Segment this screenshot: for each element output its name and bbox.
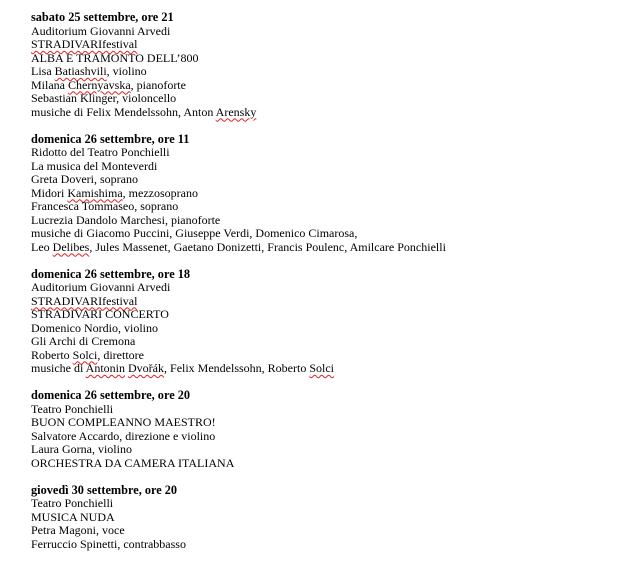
event-line xyxy=(31,146,616,160)
event-line xyxy=(31,241,616,255)
text-run: Petra Magoni, voce xyxy=(31,523,125,537)
event-line xyxy=(31,160,616,174)
text-run: Auditorium Giovanni Arvedi xyxy=(31,280,171,294)
text-run: Salvatore Accardo, direzione e violino xyxy=(31,428,216,443)
text-run: La musica del Monteverdi xyxy=(31,158,158,173)
text-run: ORCHESTRA DA CAMERA ITALIANA xyxy=(31,455,235,470)
text-run: Lisa xyxy=(31,64,55,78)
event-line xyxy=(31,92,616,106)
event-block xyxy=(31,389,616,470)
event-heading: giovedì 30 settembre, ore 20 xyxy=(31,482,178,497)
event-line xyxy=(31,227,616,241)
text-run: , violino xyxy=(106,64,147,78)
text-run: , pianoforte xyxy=(130,77,186,92)
text-run: BUON COMPLEANNO MAESTRO! xyxy=(31,415,216,429)
event-line xyxy=(31,443,616,457)
event-line xyxy=(31,38,616,52)
text-run: Teatro Ponchielli xyxy=(31,401,114,416)
event-block xyxy=(31,11,616,119)
text-run: Auditorium Giovanni Arvedi xyxy=(31,23,171,38)
document-body xyxy=(31,11,616,565)
text-run: Teatro Ponchielli xyxy=(31,496,114,510)
event-line xyxy=(31,214,616,228)
text-run: Laura Gorna, violino xyxy=(31,442,132,456)
misspelled-word: Solci xyxy=(72,347,98,362)
text-run: Domenico Nordio, violino xyxy=(31,320,158,335)
event-line xyxy=(31,457,616,471)
misspelled-word: Solci xyxy=(309,361,335,375)
text-run: ALBA E TRAMONTO DELL’800 xyxy=(31,50,199,65)
event-line xyxy=(31,79,616,93)
event-block xyxy=(31,133,616,255)
text-run: Lucrezia Dandolo Marchesi, pianoforte xyxy=(31,212,221,227)
event-line xyxy=(31,497,616,511)
text-run: Sebastian Klinger, violoncello xyxy=(31,91,177,105)
text-run: Midori xyxy=(31,185,68,200)
event-block xyxy=(31,484,616,552)
event-line xyxy=(31,106,616,120)
event-heading: sabato 25 settembre, ore 21 xyxy=(31,10,174,24)
event-line xyxy=(31,538,616,552)
misspelled-word: Delibes xyxy=(52,239,90,254)
event-line xyxy=(31,65,616,79)
event-line xyxy=(31,52,616,66)
text-run: , direttore xyxy=(97,347,144,362)
text-run: Milana xyxy=(31,77,68,92)
event-line xyxy=(31,322,616,336)
text-run: , Jules Massenet, Gaetano Donizetti, Francis Poulenc, Amilcare Ponchielli xyxy=(89,239,446,254)
event-line xyxy=(31,308,616,322)
text-run: MUSICA NUDA xyxy=(31,509,115,524)
event-line xyxy=(31,295,616,309)
misspelled-word: STRADIVARIfestival xyxy=(31,293,138,308)
event-line xyxy=(31,281,616,295)
text-run: , mezzosoprano xyxy=(122,185,198,200)
misspelled-word: Dvořák xyxy=(128,361,165,375)
text-run: STRADIVARI CONCERTO xyxy=(31,307,169,321)
text-run: musiche di Giacomo Puccini, Giuseppe Verdi, Domenico Cimarosa, xyxy=(31,226,358,240)
event-line xyxy=(31,200,616,214)
text-run: Leo xyxy=(31,239,53,254)
misspelled-word: Chernyavska xyxy=(68,77,131,92)
text-run: Ridotto del Teatro Ponchielli xyxy=(31,145,170,159)
misspelled-word: Batiashvili xyxy=(54,64,107,78)
event-line xyxy=(31,430,616,444)
event-heading: domenica 26 settembre, ore 20 xyxy=(31,388,191,402)
misspelled-word: Arensky xyxy=(215,104,257,119)
text-run: Ferruccio Spinetti, contrabbasso xyxy=(31,536,186,551)
misspelled-word: STRADIVARIfestival xyxy=(31,37,138,51)
event-line xyxy=(31,403,616,417)
text-run: musiche di xyxy=(31,361,86,375)
text-run: Greta Doveri, soprano xyxy=(31,172,138,186)
event-block xyxy=(31,268,616,376)
text-run: Francesca Tommaseo, soprano xyxy=(31,199,179,213)
misspelled-word: Antonin xyxy=(85,361,126,375)
event-line xyxy=(31,25,616,39)
text-run: musiche di Felix Mendelssohn, Anton xyxy=(31,104,216,119)
text-run: Roberto xyxy=(31,347,73,362)
event-line xyxy=(31,524,616,538)
misspelled-word: Kamishima xyxy=(67,185,123,200)
event-line xyxy=(31,416,616,430)
event-line xyxy=(31,511,616,525)
event-heading: domenica 26 settembre, ore 11 xyxy=(31,131,190,146)
event-line xyxy=(31,335,616,349)
event-line xyxy=(31,173,616,187)
event-line xyxy=(31,349,616,363)
event-heading: domenica 26 settembre, ore 18 xyxy=(31,266,191,281)
event-line xyxy=(31,187,616,201)
text-run: , Felix Mendelssohn, Roberto xyxy=(164,361,310,375)
text-run: Gli Archi di Cremona xyxy=(31,334,136,348)
event-line xyxy=(31,362,616,376)
